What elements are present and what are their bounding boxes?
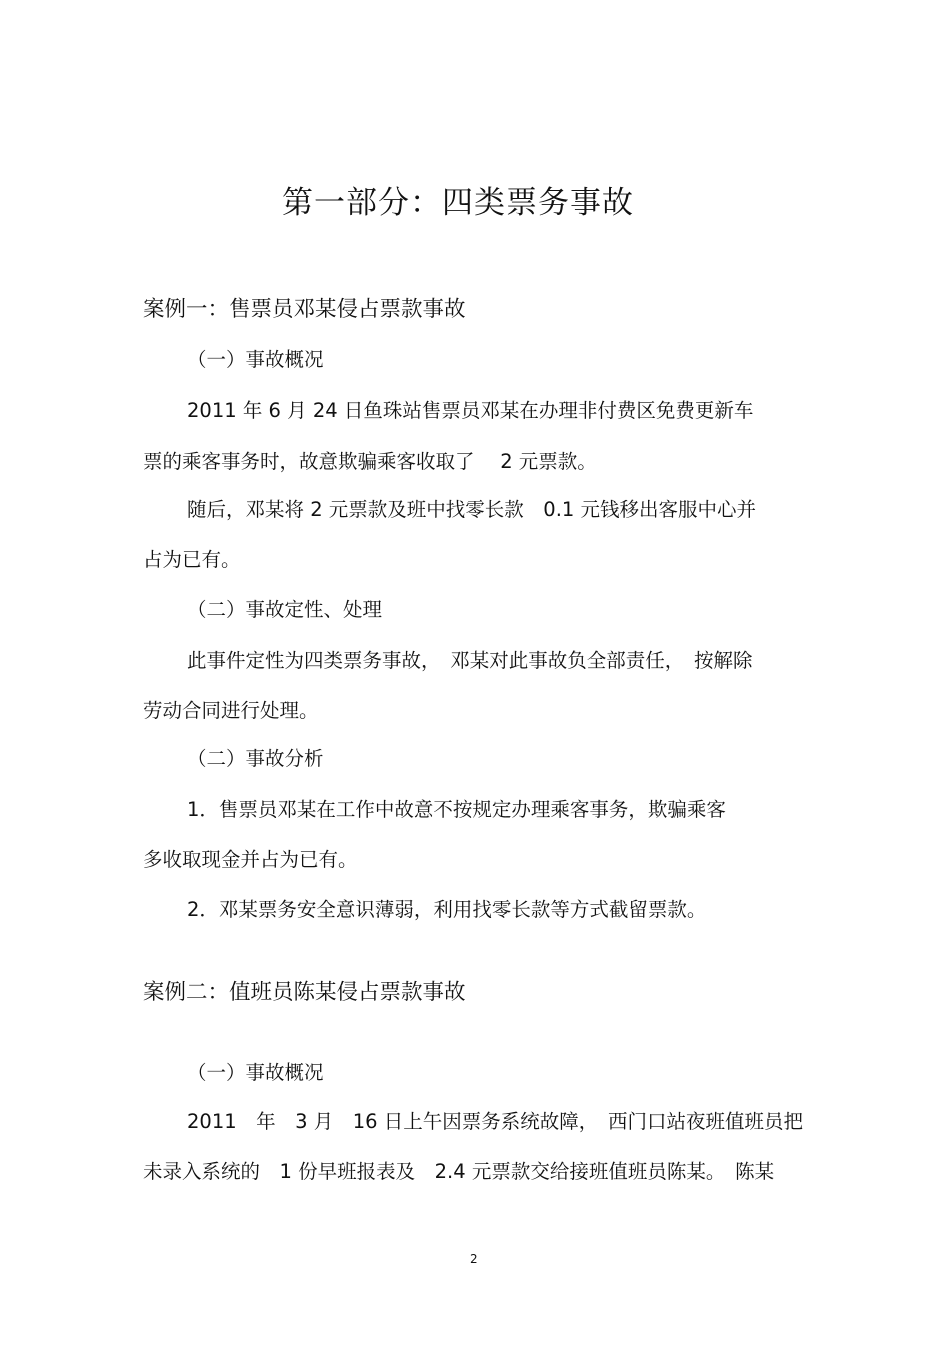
case2-overview-line-1: 2011 年 3 月 16 日上午因票务系统故障， 西门口站夜班值班员把 xyxy=(187,1110,803,1133)
case1-overview-line-2: 票的乘客事务时，故意欺骗乘客收取了 2 元票款。 xyxy=(143,450,597,473)
case1-overview-line-1: 2011 年 6 月 24 日鱼珠站售票员邓某在办理非付费区免费更新车 xyxy=(187,399,754,422)
case1-handling-heading: （二）事故定性、处理 xyxy=(187,598,383,621)
page-number: 2 xyxy=(470,1252,478,1266)
case1-overview-line-3: 随后，邓某将 2 元票款及班中找零长款 0.1 元钱移出客服中心并 xyxy=(187,498,757,521)
case1-heading: 案例一：售票员邓某侵占票款事故 xyxy=(143,297,466,322)
case1-analysis-line-3: 2．邓某票务安全意识薄弱，利用找零长款等方式截留票款。 xyxy=(187,898,707,921)
case1-overview-heading: （一）事故概况 xyxy=(187,348,324,371)
case1-analysis-line-1: 1．售票员邓某在工作中故意不按规定办理乘客事务，欺骗乘客 xyxy=(187,798,726,821)
case1-analysis-heading: （二）事故分析 xyxy=(187,747,324,770)
case1-overview-line-4: 占为已有。 xyxy=(143,548,241,571)
page-title: 第一部分：四类票务事故 xyxy=(282,185,634,221)
case2-overview-line-2: 未录入系统的 1 份早班报表及 2.4 元票款交给接班值班员陈某。 陈某 xyxy=(143,1160,775,1183)
case2-overview-heading: （一）事故概况 xyxy=(187,1061,324,1084)
case1-handling-line-1: 此事件定性为四类票务事故， 邓某对此事故负全部责任， 按解除 xyxy=(187,649,753,672)
case1-handling-line-2: 劳动合同进行处理。 xyxy=(143,699,319,722)
case2-heading: 案例二：值班员陈某侵占票款事故 xyxy=(143,980,466,1005)
case1-analysis-line-2: 多收取现金并占为已有。 xyxy=(143,848,358,871)
